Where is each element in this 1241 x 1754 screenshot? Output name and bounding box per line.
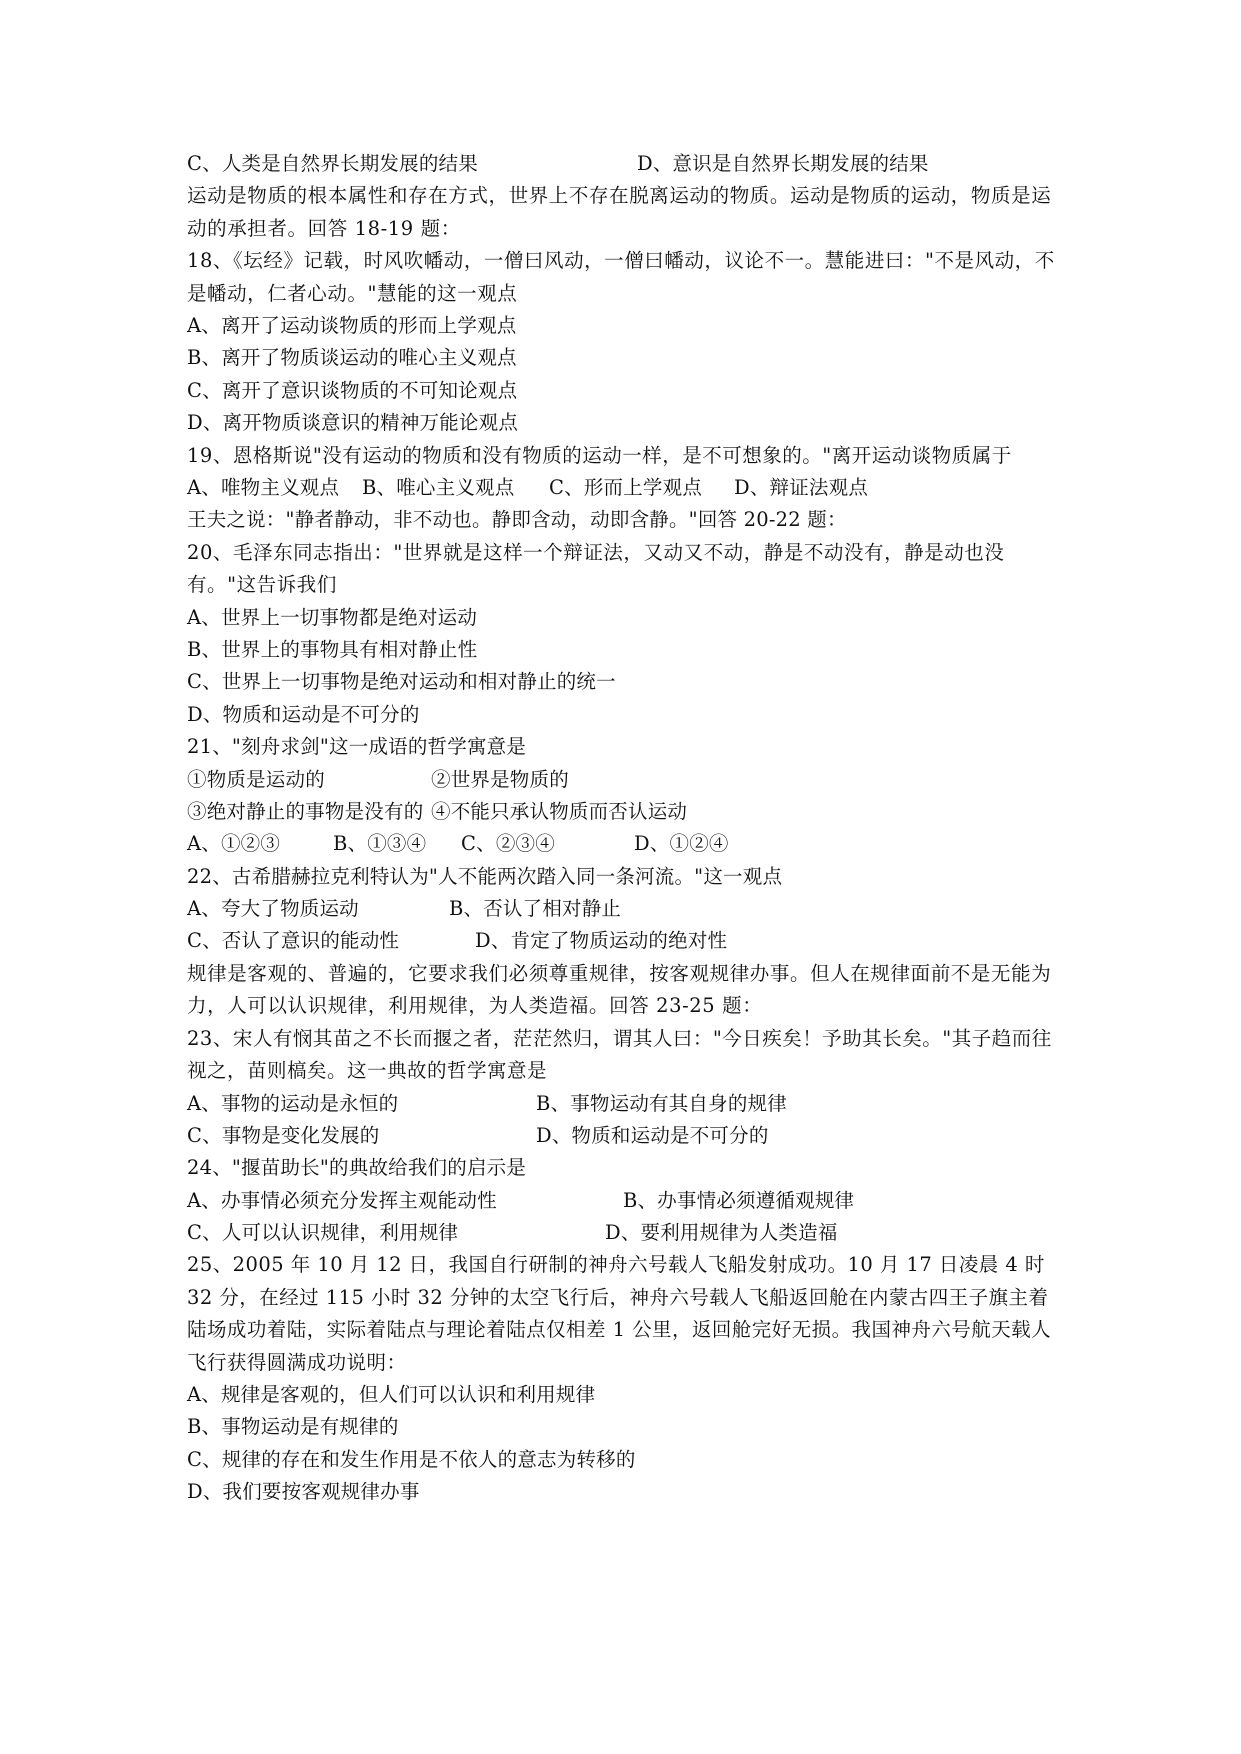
q21-option-d: D、①②④ bbox=[634, 832, 729, 856]
q25-option-a: A、规律是客观的，但人们可以认识和利用规律 bbox=[187, 1383, 596, 1407]
q18-option-a: A、离开了运动谈物质的形而上学观点 bbox=[187, 314, 517, 338]
question-18: 18、《坛经》记载，时风吹幡动，一僧曰风动，一僧曰幡动，议论不一。慧能进曰："不是风动，不是幡动，仁者心动。"慧能的这一观点 bbox=[187, 249, 1055, 305]
q25-option-c: C、规律的存在和发生作用是不依人的意志为转移的 bbox=[187, 1447, 636, 1471]
question-20: 20、毛泽东同志指出："世界就是这样一个辩证法，又动又不动，静是不动没有，静是动也没有。"这告诉我们 bbox=[187, 540, 1005, 597]
q23-options-row-2 bbox=[187, 1120, 1067, 1152]
q20-option-a: A、世界上一切事物都是绝对运动 bbox=[187, 605, 478, 629]
q21-statement-3: ③绝对静止的事物是没有的 bbox=[187, 799, 424, 823]
q23-option-c: C、事物是变化发展的 bbox=[187, 1123, 380, 1147]
q25-option-d: D、我们要按客观规律办事 bbox=[187, 1480, 420, 1504]
q21-statement-2: ②世界是物质的 bbox=[431, 767, 569, 791]
q22-option-b: B、否认了相对静止 bbox=[449, 897, 622, 921]
question-19: 19、恩格斯说"没有运动的物质和没有物质的运动一样，是不可想象的。"离开运动谈物质属于 bbox=[187, 443, 1012, 467]
q23-option-b: B、事物运动有其自身的规律 bbox=[536, 1091, 787, 1115]
q22-option-d: D、肯定了物质运动的绝对性 bbox=[475, 929, 728, 953]
q18-option-d: D、离开物质谈意识的精神万能论观点 bbox=[187, 411, 519, 435]
q23-options-row-1 bbox=[187, 1088, 1067, 1120]
question-23: 23、宋人有悯其苗之不长而揠之者，茫茫然归，谓其人曰："今日疾矣！予助其长矣。"其子趋而往视之，苗则槁矣。这一典故的哲学寓意是 bbox=[187, 1026, 1052, 1083]
intro-20-22: 王夫之说："静者静动，非不动也。静即含动，动即含静。"回答 20-22 题： bbox=[187, 508, 847, 532]
question-21: 21、"刻舟求剑"这一成语的哲学寓意是 bbox=[187, 735, 527, 759]
intro-23-25: 规律是客观的、普遍的，它要求我们必须尊重规律，按客观规律办事。但人在规律面前不是无能为力，人可以认识规律，利用规律，为人类造福。回答 23-25 题： bbox=[187, 961, 1052, 1018]
q24-options-row-1 bbox=[187, 1185, 1067, 1217]
q24-option-a: A、办事情必须充分发挥主观能动性 bbox=[187, 1188, 497, 1212]
q25-option-b: B、事物运动是有规律的 bbox=[187, 1415, 399, 1439]
q23-option-a: A、事物的运动是永恒的 bbox=[187, 1091, 399, 1115]
q21-option-b: B、①③④ bbox=[333, 832, 427, 856]
question-25: 25、2005 年 10 月 12 日，我国自行研制的神舟六号载人飞船发射成功。10 月 17 日凌晨 4 时 32 分，在经过 115 小时 32 分钟的太空飞行后，神舟六号载人飞船返回舱在内蒙古四王子旗主着陆场成功着陆，实际着陆点与理论着陆点仅相差 1 公里，返回舱完好无损。我国神舟六号航天载人飞行获得圆满成功说明： bbox=[187, 1253, 1052, 1374]
q19-option-d: D、辩证法观点 bbox=[734, 475, 869, 499]
q22-options-row-2 bbox=[187, 925, 1067, 957]
q21-statements-row-2 bbox=[187, 796, 1067, 828]
q22-options-row-1 bbox=[187, 893, 1067, 925]
q21-option-c: C、②③④ bbox=[461, 832, 555, 856]
q18-option-b: B、离开了物质谈运动的唯心主义观点 bbox=[187, 346, 517, 370]
q17-option-c: C、人类是自然界长期发展的结果 bbox=[187, 152, 478, 175]
q22-option-a: A、夸大了物质运动 bbox=[187, 897, 359, 921]
question-24: 24、"揠苗助长"的典故给我们的启示是 bbox=[187, 1156, 527, 1180]
q24-option-b: B、办事情必须遵循观规律 bbox=[623, 1188, 855, 1212]
question-22: 22、古希腊赫拉克利特认为"人不能两次踏入同一条河流。"这一观点 bbox=[187, 864, 783, 888]
q24-options-row-2 bbox=[187, 1217, 1067, 1249]
q21-statement-1: ①物质是运动的 bbox=[187, 767, 325, 791]
q21-options-row bbox=[187, 828, 1067, 860]
q24-option-c: C、人可以认识规律，利用规律 bbox=[187, 1221, 459, 1245]
q17-options-row bbox=[187, 148, 1067, 180]
q21-statement-4: ④不能只承认物质而否认运动 bbox=[431, 799, 688, 823]
q18-option-c: C、离开了意识谈物质的不可知论观点 bbox=[187, 378, 518, 402]
intro-18-19: 运动是物质的根本属性和存在方式，世界上不存在脱离运动的物质。运动是物质的运动，物质是运动的承担者。回答 18-19 题： bbox=[187, 184, 1052, 240]
q21-option-a: A、①②③ bbox=[187, 832, 281, 856]
document-page bbox=[187, 148, 1067, 1509]
q21-statements-row-1 bbox=[187, 764, 1067, 796]
q20-option-b: B、世界上的事物具有相对静止性 bbox=[187, 637, 478, 661]
q19-option-b: B、唯心主义观点 bbox=[362, 475, 515, 499]
q24-option-d: D、要利用规律为人类造福 bbox=[605, 1221, 838, 1245]
q19-option-c: C、形而上学观点 bbox=[549, 475, 703, 499]
q20-option-d: D、物质和运动是不可分的 bbox=[187, 702, 420, 726]
q19-option-a: A、唯物主义观点 bbox=[187, 475, 340, 499]
q20-option-c: C、世界上一切事物是绝对运动和相对静止的统一 bbox=[187, 670, 616, 694]
q22-option-c: C、否认了意识的能动性 bbox=[187, 929, 400, 953]
q17-option-d: D、意识是自然界长期发展的结果 bbox=[637, 152, 929, 175]
q23-option-d: D、物质和运动是不可分的 bbox=[536, 1123, 769, 1147]
q19-options-row bbox=[187, 472, 1067, 504]
